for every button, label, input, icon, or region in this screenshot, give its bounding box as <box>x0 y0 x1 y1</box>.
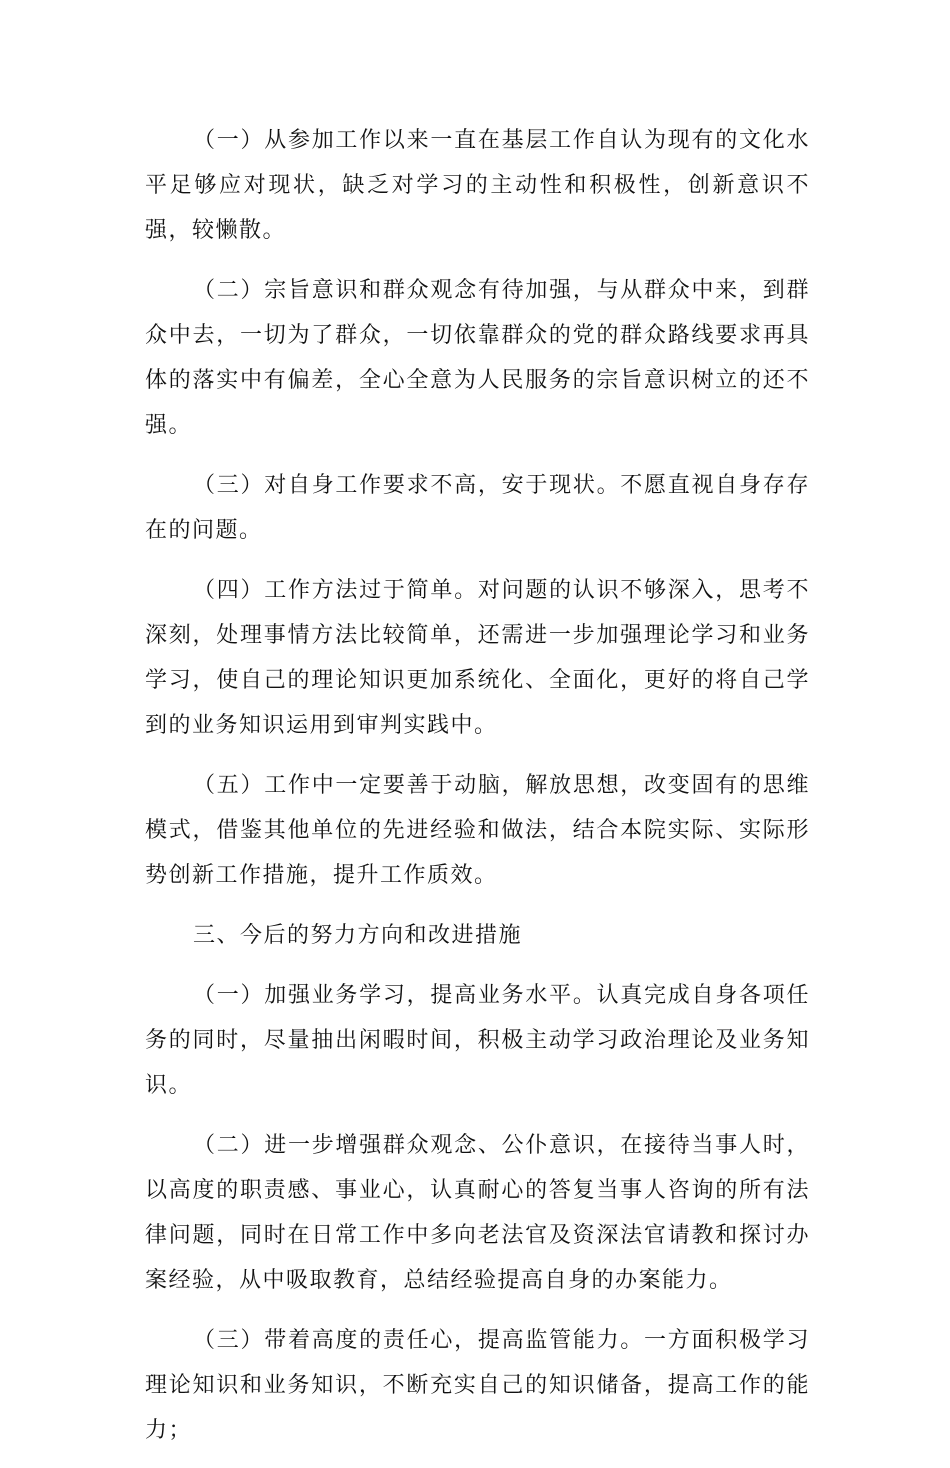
document-body <box>145 118 810 1468</box>
paragraph-5: （五）工作中一定要善于动脑，解放思想，改变固有的思维模式，借鉴其他单位的先进经验和做法，结合本院实际、实际形势创新工作措施，提升工作质效。 <box>145 773 810 888</box>
paragraph-7: （二）进一步增强群众观念、公仆意识，在接待当事人时，以高度的职责感、事业心，认真耐心的答复当事人咨询的所有法律问题，同时在日常工作中多向老法官及资深法官请教和探讨办案经验，从中吸取教育，总结经验提高自身的办案能力。 <box>145 1133 810 1293</box>
paragraph-1: （一）从参加工作以来一直在基层工作自认为现有的文化水平足够应对现状，缺乏对学习的主动性和积极性，创新意识不强，较懒散。 <box>145 128 810 243</box>
paragraph-6: （一）加强业务学习，提高业务水平。认真完成自身各项任务的同时，尽量抽出闲暇时间，积极主动学习政治理论及业务知识。 <box>145 983 810 1098</box>
paragraph-4: （四）工作方法过于简单。对问题的认识不够深入，思考不深刻，处理事情方法比较简单，还需进一步加强理论学习和业务学习，使自己的理论知识更加系统化、全面化，更好的将自己学到的业务知识运用到审判实践中。 <box>145 578 810 738</box>
paragraph-3: （三）对自身工作要求不高，安于现状。不愿直视自身存存在的问题。 <box>145 473 810 543</box>
paragraph-2: （二）宗旨意识和群众观念有待加强，与从群众中来，到群众中去，一切为了群众，一切依靠群众的党的群众路线要求再具体的落实中有偏差，全心全意为人民服务的宗旨意识树立的还不强。 <box>145 278 810 438</box>
section-heading: 三、今后的努力方向和改进措施 <box>193 923 523 948</box>
paragraph-8: （三）带着高度的责任心，提高监管能力。一方面积极学习理论知识和业务知识，不断充实自己的知识储备，提高工作的能力； <box>145 1328 810 1443</box>
